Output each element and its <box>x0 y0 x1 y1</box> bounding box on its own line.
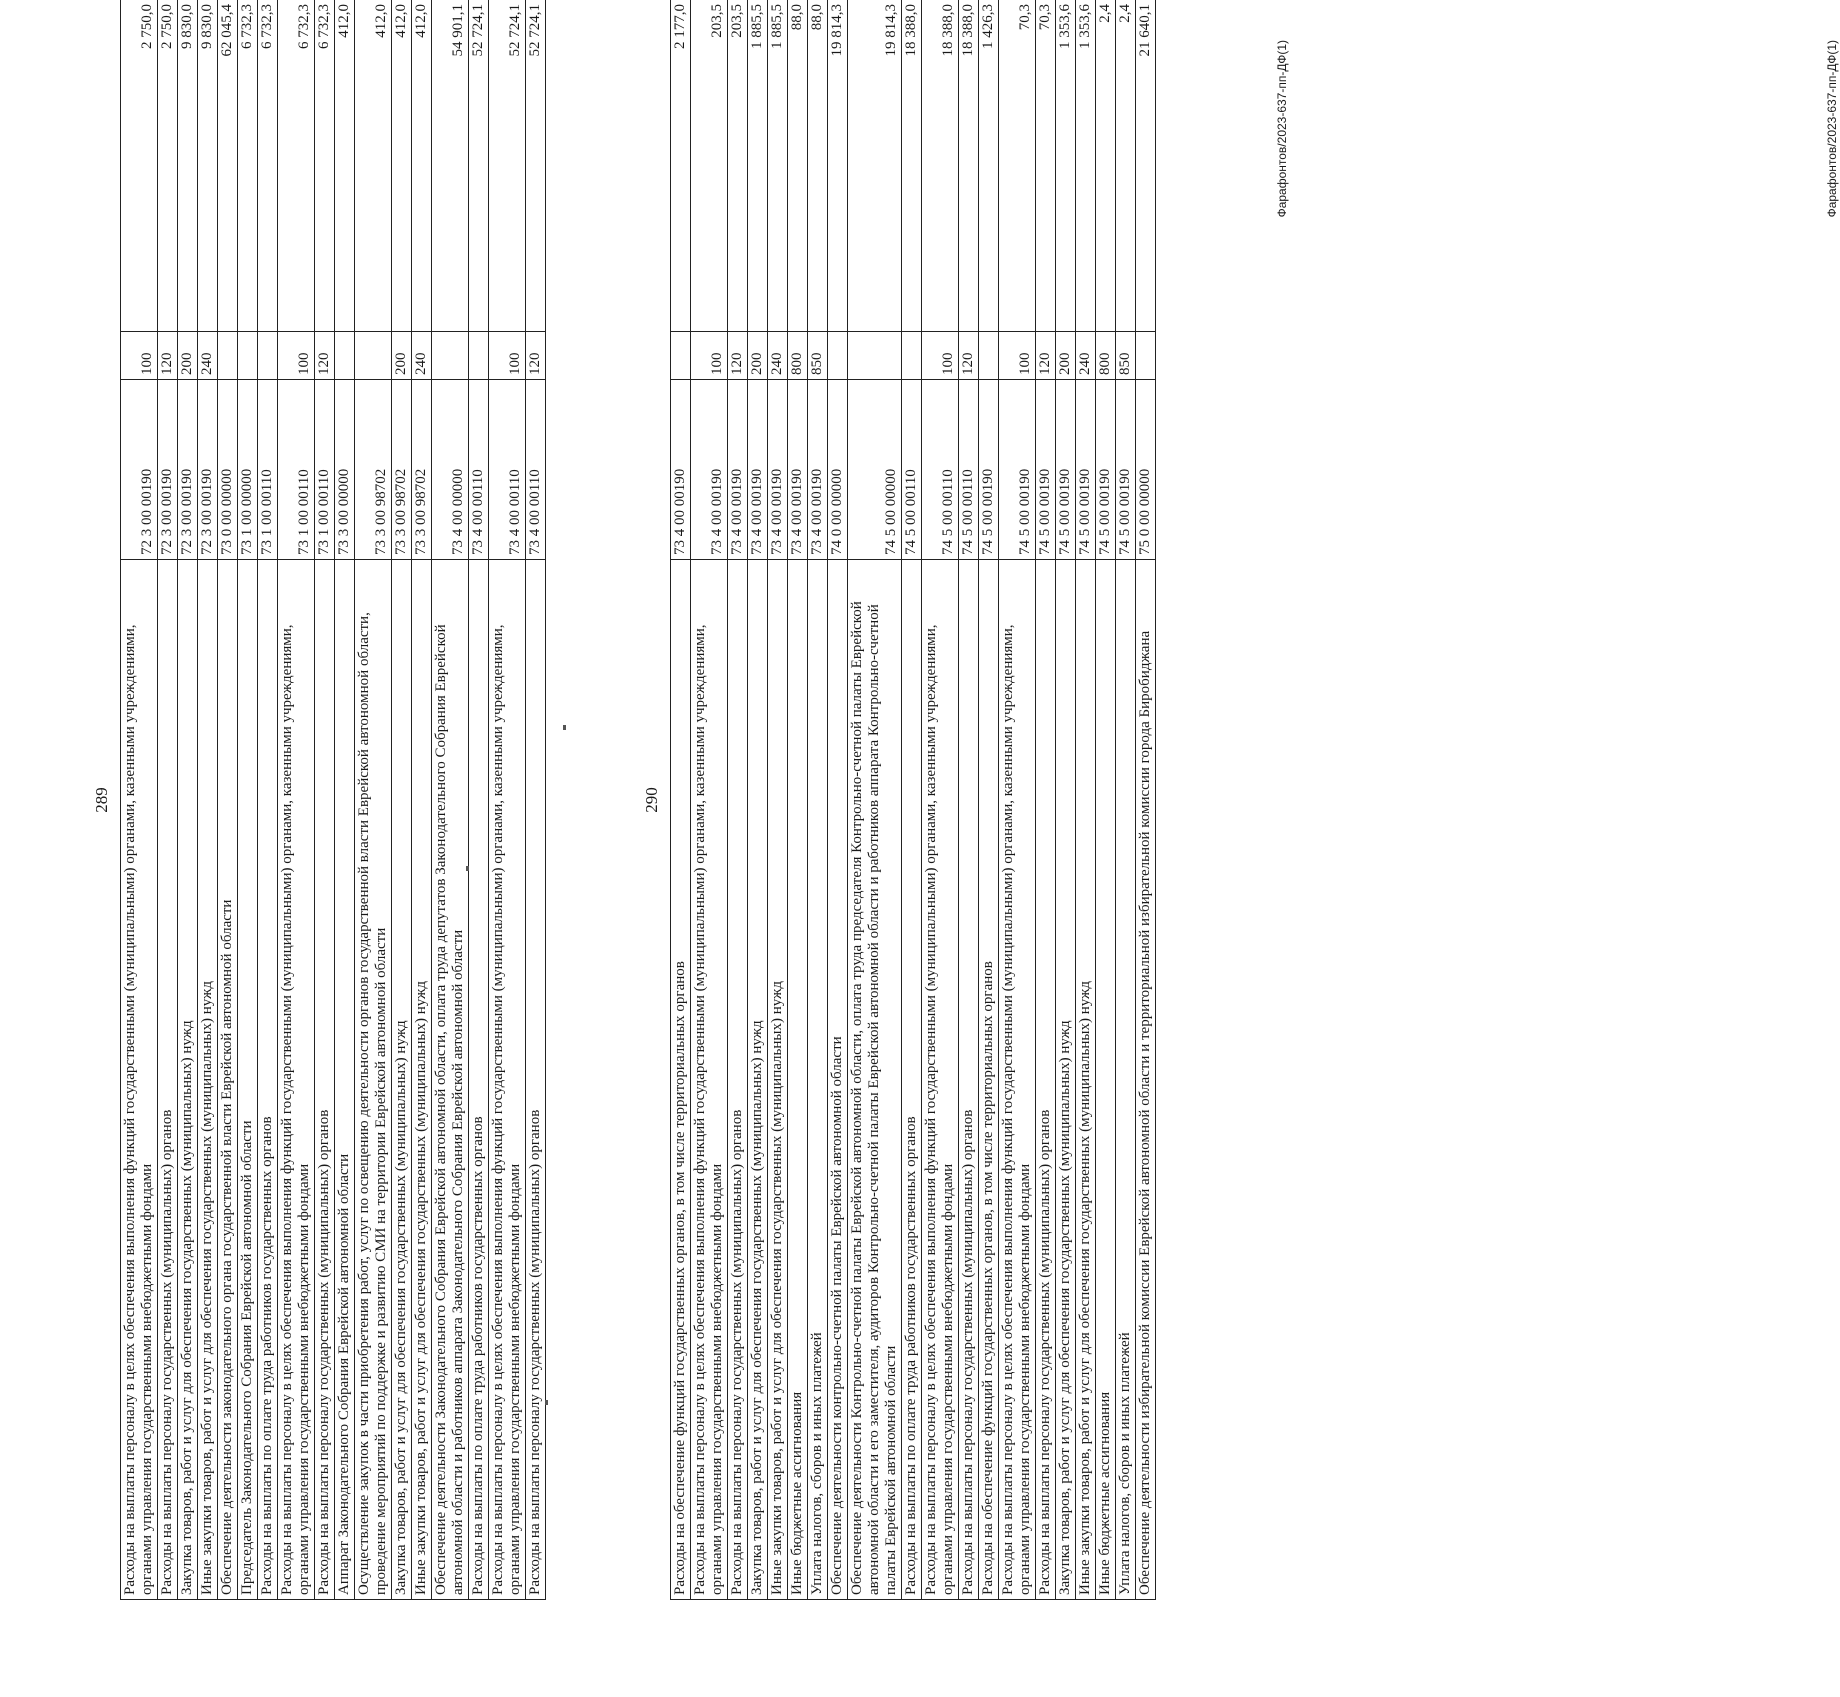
row-expense-type-cell <box>1136 332 1156 380</box>
row-name-cell: Расходы на выплаты персоналу в целях обеспечения выполнения функций государственными (муниципальными) органами, казенными учреждениями, органами управления государственными внебюджетными фондами <box>999 560 1036 1600</box>
row-name-cell: Осуществление закупок в части приобретения работ, услуг по освещению деятельности органов государственной власти Еврейской автономной области, проведение мероприятий по поддержке и развитию СМИ на территории Еврейской автономной области <box>355 560 392 1600</box>
row-expense-type-cell: 120 <box>526 332 546 380</box>
row-amount-cell: 1 885,5 <box>768 0 788 332</box>
row-expense-type-cell: 240 <box>198 332 218 380</box>
row-code-cell: 73 4 00 00190 <box>808 380 828 560</box>
row-expense-type-cell: 850 <box>808 332 828 380</box>
row-amount-cell: 70,3 <box>999 0 1036 332</box>
row-name-cell: Иные закупки товаров, работ и услуг для обеспечения государственных (муниципальных) нужд <box>412 560 432 1600</box>
page-number: 290 <box>642 787 661 813</box>
budget-table <box>120 0 546 1600</box>
row-expense-type-cell <box>335 332 355 380</box>
row-amount-cell: 18 388,0 <box>902 0 922 332</box>
row-code-cell: 73 1 00 00110 <box>278 380 315 560</box>
row-amount-cell: 18 388,0 <box>922 0 959 332</box>
row-amount-cell: 88,0 <box>808 0 828 332</box>
row-name-cell: Расходы на выплаты по оплате труда работников государственных органов <box>258 560 278 1600</box>
table-row <box>1056 0 1076 1600</box>
row-amount-cell: 88,0 <box>788 0 808 332</box>
row-code-cell: 74 5 00 00190 <box>1056 380 1076 560</box>
row-name-cell: Иные бюджетные ассигнования <box>1096 560 1116 1600</box>
row-code-cell: 73 4 00 00110 <box>469 380 489 560</box>
row-amount-cell: 2 750,0 <box>121 0 158 332</box>
row-name-cell: Расходы на выплаты персоналу государственных (муниципальных) органов <box>315 560 335 1600</box>
table-row <box>198 0 218 1600</box>
row-amount-cell: 54 901,1 <box>432 0 469 332</box>
table-row <box>728 0 748 1600</box>
row-name-cell: Председатель Законодательного Собрания Еврейской автономной области <box>238 560 258 1600</box>
row-expense-type-cell: 800 <box>788 332 808 380</box>
table-row <box>748 0 768 1600</box>
row-code-cell: 73 1 00 00000 <box>238 380 258 560</box>
row-name-cell: Обеспечение деятельности Контрольно-счетной палаты Еврейской автономной области, оплата труда председателя Контрольно-счетной палаты Еврейской автономной области и его заместителя, аудиторов Контрольно-счетной палаты Еврейской автономной области и работников аппарата Контрольно-счетной палаты Еврейской автономной области <box>848 560 902 1600</box>
row-code-cell: 73 3 00 98702 <box>412 380 432 560</box>
table-row <box>959 0 979 1600</box>
page-290 <box>640 0 1840 1600</box>
row-expense-type-cell <box>671 332 691 380</box>
row-code-cell: 73 3 00 98702 <box>355 380 392 560</box>
row-expense-type-cell <box>979 332 999 380</box>
row-code-cell: 73 4 00 00190 <box>671 380 691 560</box>
row-name-cell: Расходы на выплаты персоналу в целях обеспечения выполнения функций государственными (муниципальными) органами, казенными учреждениями, органами управления государственными внебюджетными фондами <box>278 560 315 1600</box>
table-row <box>258 0 278 1600</box>
row-amount-cell: 1 426,3 <box>979 0 999 332</box>
table-row <box>121 0 158 1600</box>
row-amount-cell: 203,5 <box>691 0 728 332</box>
row-amount-cell: 21 640,1 <box>1136 0 1156 332</box>
row-amount-cell: 70,3 <box>1036 0 1056 332</box>
row-expense-type-cell: 100 <box>121 332 158 380</box>
table-row <box>691 0 728 1600</box>
row-name-cell: Расходы на выплаты по оплате труда работников государственных органов <box>469 560 489 1600</box>
row-expense-type-cell <box>469 332 489 380</box>
row-name-cell: Обеспечение деятельности Законодательного Собрания Еврейской автономной области, оплата труда депутатов Законодательного Собрания Еврейской автономной области и работников аппарата Законодательного Собрания Еврейской автономной области <box>432 560 469 1600</box>
row-code-cell: 73 1 00 00110 <box>258 380 278 560</box>
row-amount-cell: 412,0 <box>392 0 412 332</box>
row-code-cell: 74 5 00 00110 <box>902 380 922 560</box>
table-row <box>848 0 902 1600</box>
table-row <box>335 0 355 1600</box>
row-name-cell: Закупка товаров, работ и услуг для обеспечения государственных (муниципальных) нужд <box>392 560 412 1600</box>
table-row <box>392 0 412 1600</box>
row-code-cell: 74 5 00 00190 <box>1116 380 1136 560</box>
row-expense-type-cell <box>848 332 902 380</box>
table-row <box>432 0 469 1600</box>
row-amount-cell: 1 885,5 <box>748 0 768 332</box>
row-expense-type-cell: 240 <box>1076 332 1096 380</box>
row-name-cell: Иные бюджетные ассигнования <box>788 560 808 1600</box>
document-footer: Фарафонтов/2023-637-пп-ДФ(1) <box>1825 40 1839 218</box>
row-name-cell: Расходы на выплаты персоналу в целях обеспечения выполнения функций государственными (муниципальными) органами, казенными учреждениями, органами управления государственными внебюджетными фондами <box>922 560 959 1600</box>
table-row <box>412 0 432 1600</box>
row-code-cell: 73 3 00 00000 <box>335 380 355 560</box>
scan-speck <box>545 1400 548 1405</box>
row-code-cell: 74 5 00 00190 <box>1096 380 1116 560</box>
row-amount-cell: 6 732,3 <box>315 0 335 332</box>
row-amount-cell: 1 353,6 <box>1076 0 1096 332</box>
row-amount-cell: 2,4 <box>1116 0 1136 332</box>
row-expense-type-cell: 240 <box>412 332 432 380</box>
row-amount-cell: 1 353,6 <box>1056 0 1076 332</box>
row-expense-type-cell <box>238 332 258 380</box>
row-code-cell: 73 4 00 00190 <box>748 380 768 560</box>
row-code-cell: 75 0 00 00000 <box>1136 380 1156 560</box>
row-amount-cell: 412,0 <box>335 0 355 332</box>
row-expense-type-cell: 200 <box>392 332 412 380</box>
row-amount-cell: 9 830,0 <box>198 0 218 332</box>
row-name-cell: Расходы на выплаты персоналу в целях обеспечения выполнения функций государственными (муниципальными) органами, казенными учреждениями, органами управления государственными внебюджетными фондами <box>489 560 526 1600</box>
table-row <box>315 0 335 1600</box>
table-row <box>768 0 788 1600</box>
table-row <box>278 0 315 1600</box>
scan-speck <box>466 866 469 871</box>
row-code-cell: 72 3 00 00190 <box>178 380 198 560</box>
row-name-cell: Расходы на выплаты персоналу в целях обеспечения выполнения функций государственными (муниципальными) органами, казенными учреждениями, органами управления государственными внебюджетными фондами <box>691 560 728 1600</box>
table-row <box>526 0 546 1600</box>
table-row <box>1136 0 1156 1600</box>
row-expense-type-cell: 120 <box>315 332 335 380</box>
row-code-cell: 73 4 00 00190 <box>768 380 788 560</box>
row-name-cell: Уплата налогов, сборов и иных платежей <box>1116 560 1136 1600</box>
table-row <box>788 0 808 1600</box>
scan-speck <box>563 725 566 730</box>
table-row <box>1076 0 1096 1600</box>
row-expense-type-cell <box>828 332 848 380</box>
row-expense-type-cell: 200 <box>1056 332 1076 380</box>
row-code-cell: 74 5 00 00190 <box>1076 380 1096 560</box>
row-name-cell: Закупка товаров, работ и услуг для обеспечения государственных (муниципальных) нужд <box>178 560 198 1600</box>
row-code-cell: 74 5 00 00190 <box>1036 380 1056 560</box>
row-amount-cell: 19 814,3 <box>848 0 902 332</box>
table-row <box>218 0 238 1600</box>
table-row <box>671 0 691 1600</box>
table-row <box>922 0 959 1600</box>
row-amount-cell: 2,4 <box>1096 0 1116 332</box>
row-name-cell: Аппарат Законодательного Собрания Еврейской автономной области <box>335 560 355 1600</box>
row-code-cell: 73 4 00 00190 <box>691 380 728 560</box>
row-amount-cell: 9 830,0 <box>178 0 198 332</box>
table-row <box>1036 0 1056 1600</box>
row-expense-type-cell: 850 <box>1116 332 1136 380</box>
table-row <box>1116 0 1136 1600</box>
document-footer: Фарафонтов/2023-637-пп-ДФ(1) <box>1275 40 1289 218</box>
row-amount-cell: 6 732,3 <box>258 0 278 332</box>
row-code-cell: 72 3 00 00190 <box>158 380 178 560</box>
row-name-cell: Расходы на выплаты персоналу государственных (муниципальных) органов <box>158 560 178 1600</box>
row-name-cell: Закупка товаров, работ и услуг для обеспечения государственных (муниципальных) нужд <box>1056 560 1076 1600</box>
page-number: 289 <box>92 787 111 813</box>
row-name-cell: Обеспечение деятельности законодательного органа государственной власти Еврейской автономной области <box>218 560 238 1600</box>
row-code-cell: 74 5 00 00110 <box>922 380 959 560</box>
row-expense-type-cell: 200 <box>178 332 198 380</box>
row-amount-cell: 52 724,1 <box>469 0 489 332</box>
row-amount-cell: 18 388,0 <box>959 0 979 332</box>
row-code-cell: 73 1 00 00110 <box>315 380 335 560</box>
row-name-cell: Расходы на обеспечение функций государственных органов, в том числе территориальных органов <box>979 560 999 1600</box>
row-name-cell: Уплата налогов, сборов и иных платежей <box>808 560 828 1600</box>
row-name-cell: Иные закупки товаров, работ и услуг для обеспечения государственных (муниципальных) нужд <box>768 560 788 1600</box>
row-expense-type-cell <box>432 332 469 380</box>
table-row <box>1096 0 1116 1600</box>
row-expense-type-cell <box>902 332 922 380</box>
row-expense-type-cell: 100 <box>922 332 959 380</box>
row-amount-cell: 6 732,3 <box>238 0 258 332</box>
row-code-cell: 73 3 00 98702 <box>392 380 412 560</box>
table-row <box>238 0 258 1600</box>
row-amount-cell: 412,0 <box>412 0 432 332</box>
table-row <box>489 0 526 1600</box>
table-row <box>469 0 489 1600</box>
table-row <box>828 0 848 1600</box>
row-code-cell: 73 4 00 00190 <box>788 380 808 560</box>
row-amount-cell: 62 045,4 <box>218 0 238 332</box>
row-expense-type-cell: 200 <box>748 332 768 380</box>
row-name-cell: Закупка товаров, работ и услуг для обеспечения государственных (муниципальных) нужд <box>748 560 768 1600</box>
row-code-cell: 74 0 00 00000 <box>828 380 848 560</box>
row-expense-type-cell: 120 <box>728 332 748 380</box>
row-amount-cell: 2 177,0 <box>671 0 691 332</box>
row-code-cell: 74 5 00 00190 <box>999 380 1036 560</box>
table-row <box>158 0 178 1600</box>
budget-table <box>670 0 1156 1600</box>
table-row <box>902 0 922 1600</box>
table-row <box>355 0 392 1600</box>
row-expense-type-cell: 100 <box>278 332 315 380</box>
row-code-cell: 73 4 00 00110 <box>489 380 526 560</box>
row-amount-cell: 203,5 <box>728 0 748 332</box>
table-row <box>178 0 198 1600</box>
row-amount-cell: 6 732,3 <box>278 0 315 332</box>
row-expense-type-cell: 800 <box>1096 332 1116 380</box>
row-amount-cell: 412,0 <box>355 0 392 332</box>
row-expense-type-cell: 100 <box>489 332 526 380</box>
row-name-cell: Расходы на выплаты персоналу государственных (муниципальных) органов <box>526 560 546 1600</box>
row-name-cell: Расходы на выплаты персоналу в целях обеспечения выполнения функций государственными (муниципальными) органами, казенными учреждениями, органами управления государственными внебюджетными фондами <box>121 560 158 1600</box>
table-row <box>979 0 999 1600</box>
row-expense-type-cell: 120 <box>959 332 979 380</box>
row-name-cell: Расходы на обеспечение функций государственных органов, в том числе территориальных органов <box>671 560 691 1600</box>
table-row <box>808 0 828 1600</box>
row-code-cell: 73 4 00 00000 <box>432 380 469 560</box>
row-code-cell: 74 5 00 00110 <box>959 380 979 560</box>
row-expense-type-cell <box>355 332 392 380</box>
row-amount-cell: 52 724,1 <box>526 0 546 332</box>
row-amount-cell: 52 724,1 <box>489 0 526 332</box>
budget-table-body <box>671 0 1156 1600</box>
row-amount-cell: 2 750,0 <box>158 0 178 332</box>
row-code-cell: 74 5 00 00000 <box>848 380 902 560</box>
row-name-cell: Иные закупки товаров, работ и услуг для обеспечения государственных (муниципальных) нужд <box>1076 560 1096 1600</box>
row-name-cell: Расходы на выплаты персоналу государственных (муниципальных) органов <box>1036 560 1056 1600</box>
row-code-cell: 72 3 00 00190 <box>198 380 218 560</box>
row-code-cell: 73 4 00 00190 <box>728 380 748 560</box>
row-name-cell: Обеспечение деятельности избирательной комиссии Еврейской автономной области и территориальной избирательной комиссии города Биробиджана <box>1136 560 1156 1600</box>
row-name-cell: Расходы на выплаты персоналу государственных (муниципальных) органов <box>959 560 979 1600</box>
row-expense-type-cell <box>258 332 278 380</box>
row-name-cell: Обеспечение деятельности контрольно-счетной палаты Еврейской автономной области <box>828 560 848 1600</box>
row-amount-cell: 19 814,3 <box>828 0 848 332</box>
row-code-cell: 73 4 00 00110 <box>526 380 546 560</box>
row-expense-type-cell: 120 <box>158 332 178 380</box>
row-expense-type-cell: 100 <box>999 332 1036 380</box>
row-code-cell: 72 3 00 00190 <box>121 380 158 560</box>
row-name-cell: Расходы на выплаты персоналу государственных (муниципальных) органов <box>728 560 748 1600</box>
budget-table-body <box>121 0 546 1600</box>
row-expense-type-cell: 100 <box>691 332 728 380</box>
row-code-cell: 74 5 00 00190 <box>979 380 999 560</box>
row-expense-type-cell <box>218 332 238 380</box>
row-expense-type-cell: 120 <box>1036 332 1056 380</box>
row-name-cell: Расходы на выплаты по оплате труда работников государственных органов <box>902 560 922 1600</box>
row-name-cell: Иные закупки товаров, работ и услуг для обеспечения государственных (муниципальных) нужд <box>198 560 218 1600</box>
table-row <box>999 0 1036 1600</box>
row-expense-type-cell: 240 <box>768 332 788 380</box>
row-code-cell: 73 0 00 00000 <box>218 380 238 560</box>
